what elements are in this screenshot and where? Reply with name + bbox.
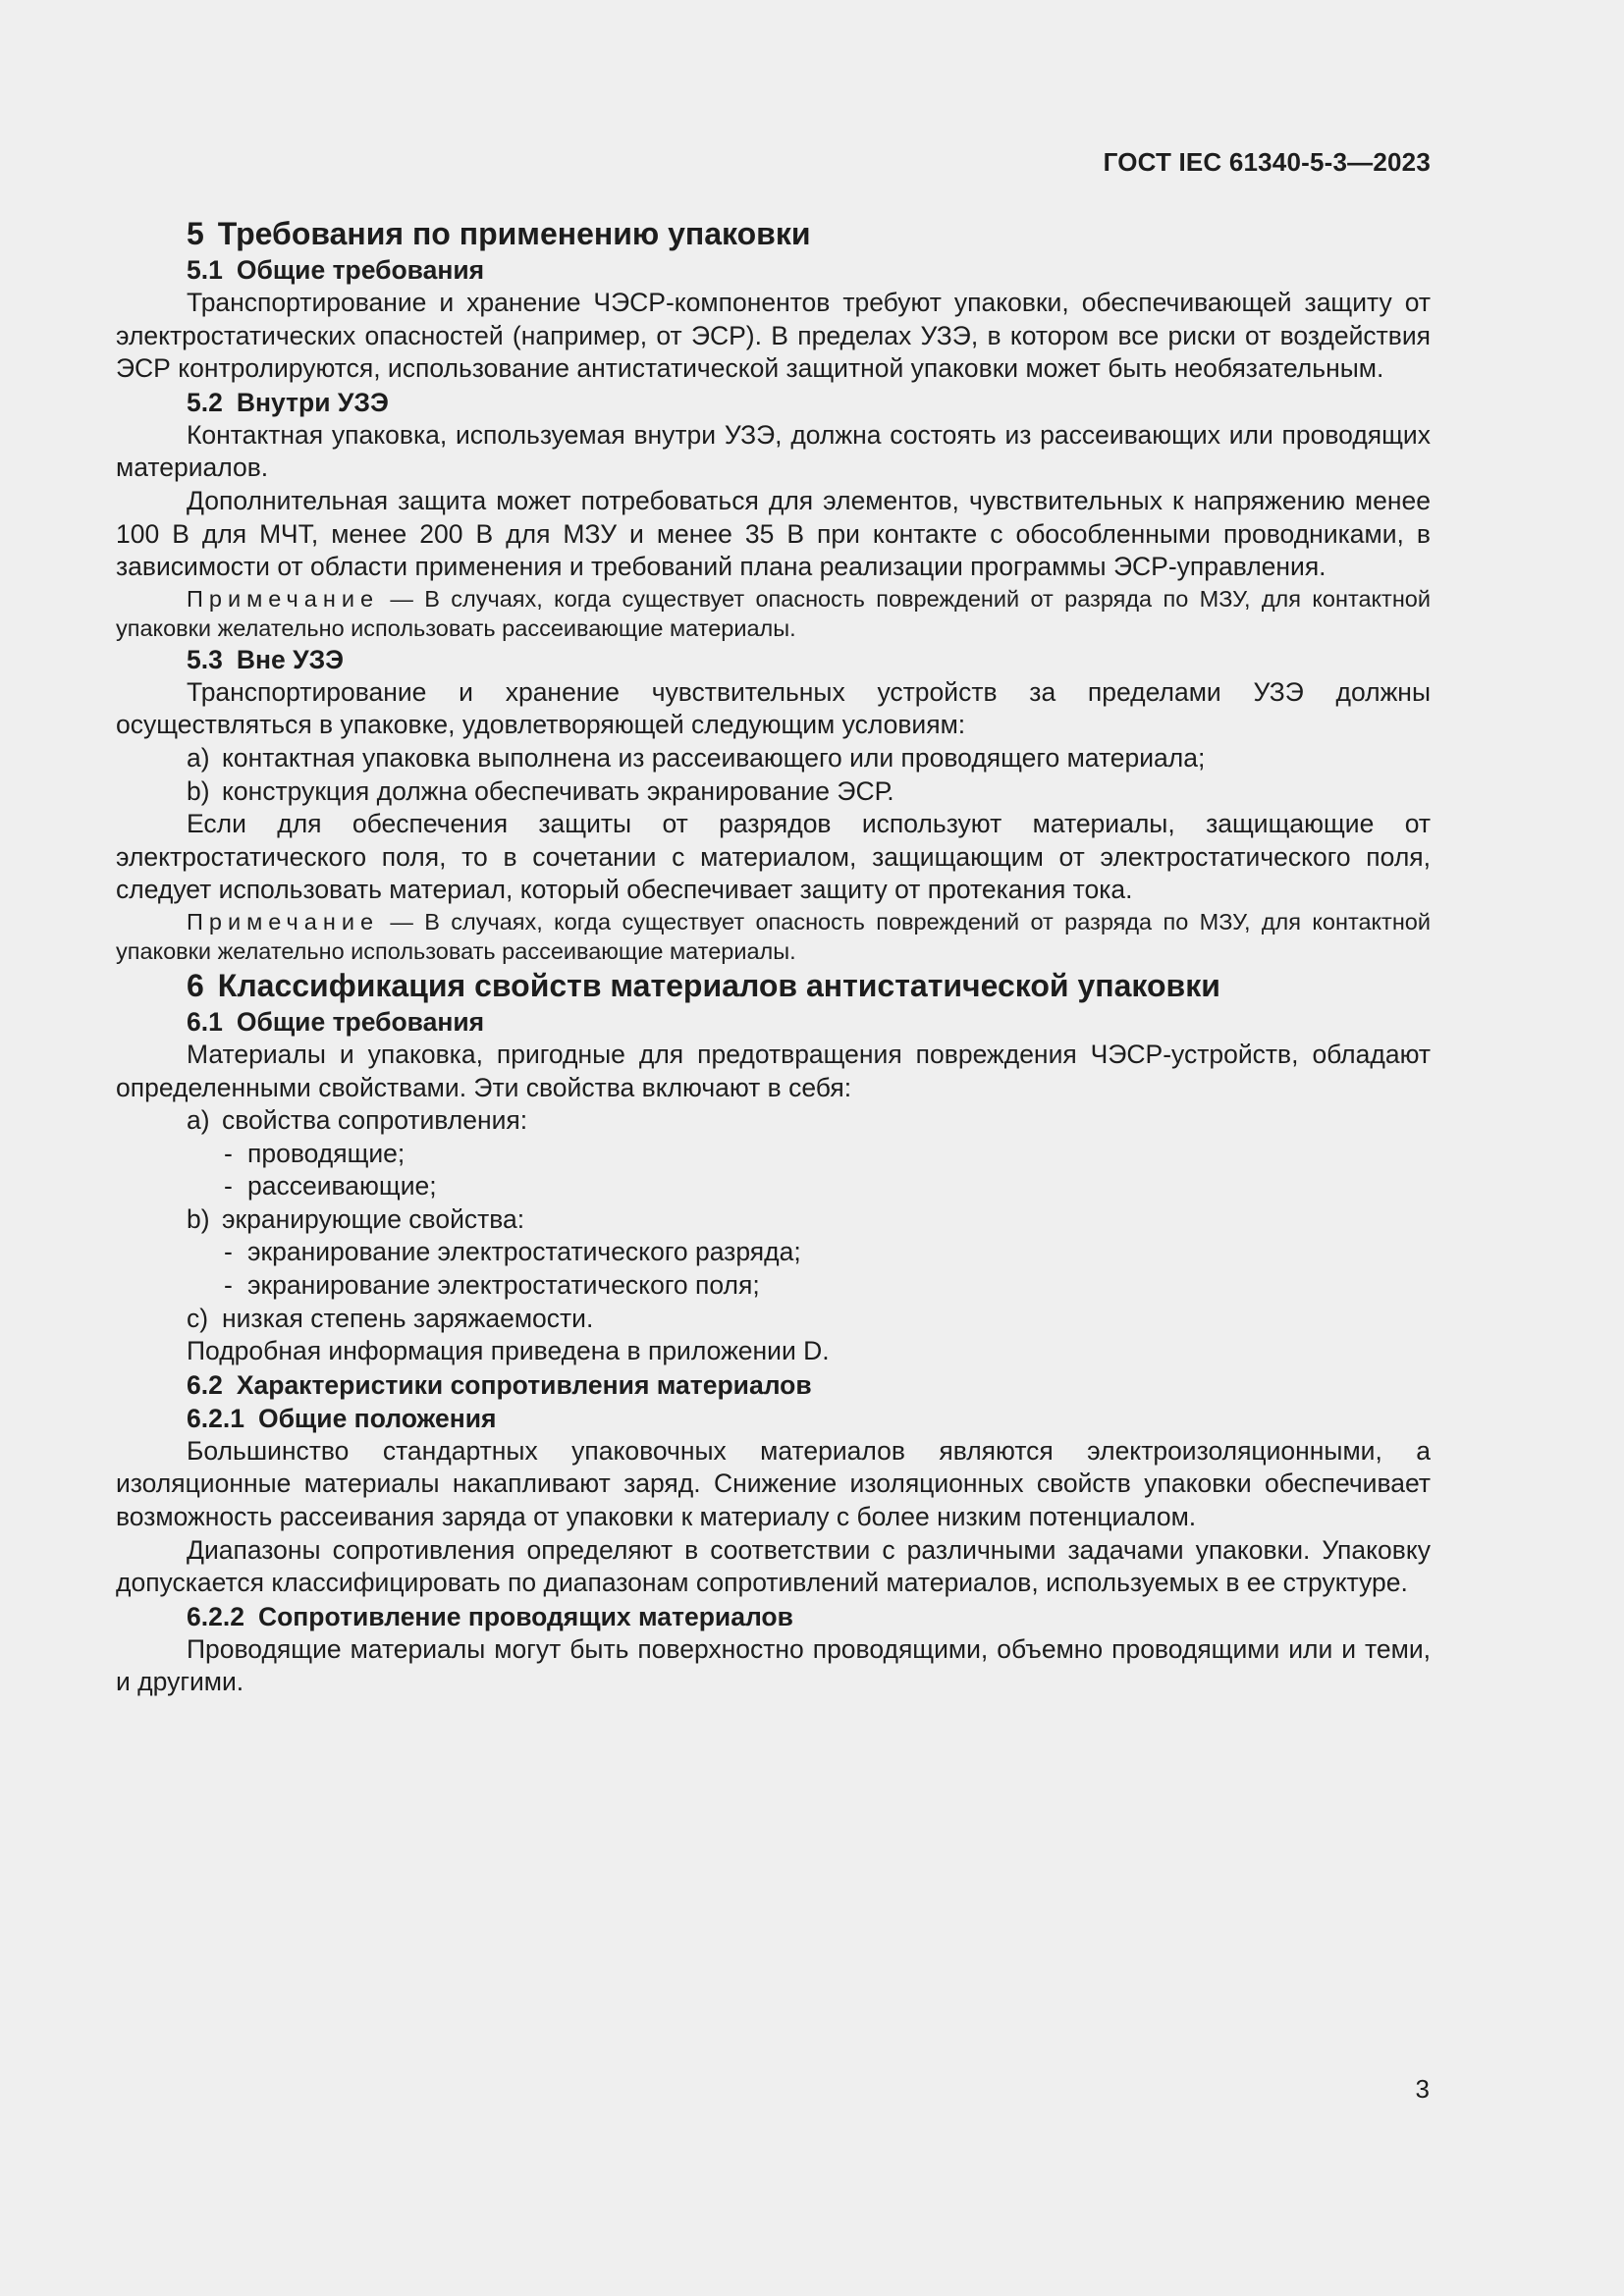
note-label: Примечание (187, 585, 380, 612)
list-item-text: свойства сопротивления: (222, 1105, 528, 1136)
paragraph: Контактная упаковка, используемая внутри УЗЭ, должна состоять из рассеивающих или проводящих материалов. (116, 419, 1431, 483)
paragraph: Транспортирование и хранение ЧЭСР-компонентов требуют упаковки, обеспечивающей защиту от электростатических опасностей (например, от ЭСР). В пределах УЗЭ, в котором все риски от воздействия ЭСР контролируются, использование антистатической защитной упаковки может быть необязательным. (116, 288, 1431, 384)
note-label: Примечание (187, 908, 380, 934)
note (116, 584, 1431, 643)
list-marker: b) (187, 1203, 210, 1234)
section-number: 5.1 (187, 255, 223, 285)
section-6-1-heading (116, 1005, 1431, 1039)
section-number: 6.2 (187, 1369, 223, 1400)
list-item-text: экранирующие свойства: (222, 1203, 525, 1234)
list-item-text: низкая степень заряжаемости. (222, 1303, 594, 1333)
section-6-heading (116, 966, 1431, 1005)
list-item-text: конструкция должна обеспечивать экранирование ЭСР. (222, 775, 894, 806)
section-title: Внутри УЗЭ (236, 387, 389, 417)
paragraph: Если для обеспечения защиты от разрядов используют материалы, защищающие от электростатического поля, то в сочетании с материалом, защищающим от электростатического поля, следует использовать материал, который обеспечивает защиту от протекания тока. (116, 809, 1431, 905)
note-text: — В случаях, когда существует опасность повреждений от разряда по МЗУ, для контактной упаковки желательно использовать рассеивающие материалы. (116, 908, 1431, 964)
paragraph: Подробная информация приведена в приложении D. (187, 1336, 830, 1366)
section-6-2-2-heading (116, 1600, 1431, 1633)
section-number: 5 (187, 216, 204, 251)
section-6-2-heading (116, 1368, 1431, 1402)
list-item (116, 742, 1431, 775)
section-number: 6.1 (187, 1006, 223, 1037)
sub-list-item-text: экранирование электростатического поля; (247, 1270, 760, 1301)
document-code: ГОСТ IEC 61340-5-3—2023 (1103, 147, 1431, 177)
list-item (116, 1104, 1431, 1138)
section-number: 5.2 (187, 387, 223, 417)
sub-list-item (116, 1269, 1431, 1303)
list-marker: c) (187, 1303, 209, 1333)
section-title: Вне УЗЭ (236, 644, 345, 674)
list-item-text: контактная упаковка выполнена из рассеивающего или проводящего материала; (222, 742, 1206, 773)
list-marker: a) (187, 742, 210, 773)
section-title: Общие положения (257, 1403, 497, 1433)
section-5-2-heading (116, 386, 1431, 419)
paragraph: Транспортирование и хранение чувствительных устройств за пределами УЗЭ должны осуществляться в упаковке, удовлетворяющей следующим условиям: (116, 676, 1431, 740)
paragraph: Большинство стандартных упаковочных материалов являются электроизоляционными, а изоляционные материалы накапливают заряд. Снижение изоляционных свойств упаковки обеспечивает возможность рассеивания заряда от упаковки к материалу с более низким потенциалом. (116, 1435, 1431, 1532)
page-content (116, 214, 1431, 1699)
list-item (116, 1303, 1431, 1336)
dash-marker: - (224, 1237, 233, 1267)
paragraph: Диапазоны сопротивления определяют в соответствии с различными задачами упаковки. Упаковку допускается классифицировать по диапазонам сопротивлений материалов, используемых в ее структуре. (116, 1534, 1431, 1598)
dash-marker: - (224, 1270, 233, 1301)
section-title: Характеристики сопротивления материалов (236, 1369, 812, 1400)
sub-list-item-text: рассеивающие; (247, 1171, 437, 1201)
section-5-3-heading (116, 643, 1431, 676)
section-5-1-heading (116, 253, 1431, 287)
sub-list-item-text: проводящие; (247, 1138, 406, 1168)
page-number: 3 (1415, 2074, 1430, 2104)
section-number: 6 (187, 967, 204, 1003)
section-number: 6.2.2 (187, 1601, 244, 1631)
section-title: Общие требования (236, 1006, 485, 1037)
section-title: Требования по применению упаковки (217, 216, 811, 251)
paragraph: Проводящие материалы могут быть поверхностно проводящими, объемно проводящими или и теми, и другими. (116, 1633, 1431, 1697)
note-text: — В случаях, когда существует опасность повреждений от разряда по МЗУ, для контактной упаковки желательно использовать рассеивающие материалы. (116, 585, 1431, 641)
sub-list-item (116, 1170, 1431, 1203)
sub-list-item (116, 1138, 1431, 1171)
section-number: 6.2.1 (187, 1403, 244, 1433)
list-marker: b) (187, 775, 210, 806)
section-title: Общие требования (236, 255, 485, 285)
list-item (116, 1203, 1431, 1237)
list-marker: a) (187, 1105, 210, 1136)
dash-marker: - (224, 1138, 233, 1168)
section-title: Классификация свойств материалов антистатической упаковки (217, 967, 1220, 1003)
list-item (116, 775, 1431, 809)
dash-marker: - (224, 1171, 233, 1201)
note (116, 907, 1431, 966)
paragraph: Материалы и упаковка, пригодные для предотвращения повреждения ЧЭСР-устройств, обладают определенными свойствами. Эти свойства включают в себя: (116, 1039, 1431, 1102)
section-6-2-1-heading (116, 1402, 1431, 1435)
sub-list-item-text: экранирование электростатического разряда; (247, 1237, 801, 1267)
section-title: Сопротивление проводящих материалов (257, 1601, 793, 1631)
section-5-heading (116, 214, 1431, 253)
paragraph: Дополнительная защита может потребоваться для элементов, чувствительных к напряжению менее 100 В для МЧТ, менее 200 В для МЗУ и менее 35 В при контакте с обособленными проводниками, в зависимости от области применения и требований плана реализации программы ЭСР-управления. (116, 485, 1431, 582)
sub-list-item (116, 1236, 1431, 1269)
section-number: 5.3 (187, 644, 223, 674)
